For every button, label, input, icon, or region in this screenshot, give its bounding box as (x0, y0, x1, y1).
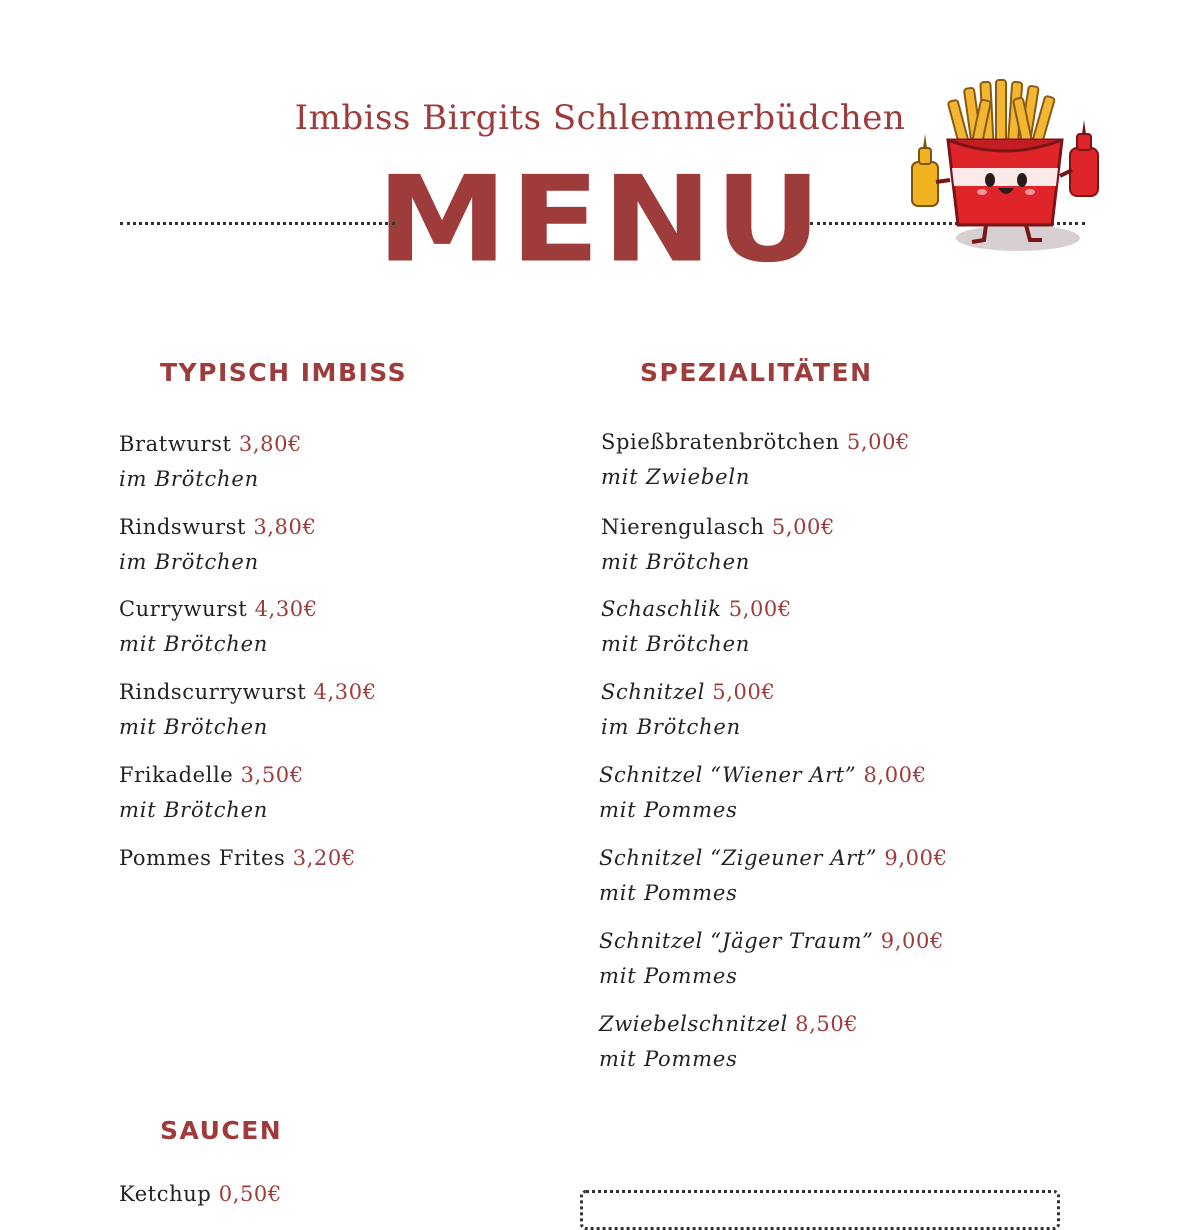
dotted-info-box (580, 1190, 1060, 1230)
menu-item (599, 844, 1059, 907)
item-price: 3,80€ (253, 515, 317, 539)
item-note: mit Brötchen (601, 632, 751, 656)
item-note: mit Brötchen (119, 715, 269, 739)
item-price: 3,20€ (292, 846, 356, 870)
item-name: Schnitzel “Zigeuner Art” (599, 846, 878, 870)
item-note: mit Pommes (599, 881, 738, 905)
menu-item (601, 428, 1061, 491)
item-price: 3,50€ (240, 763, 304, 787)
item-price: 8,00€ (863, 763, 927, 787)
item-note: im Brötchen (119, 467, 259, 491)
item-price: 5,00€ (728, 597, 792, 621)
section-heading-spezialitaeten: SPEZIALITÄTEN (640, 358, 873, 387)
item-price: 3,80€ (238, 432, 302, 456)
section-heading-typisch-imbiss: TYPISCH IMBISS (160, 358, 408, 387)
item-name: Schnitzel “Jäger Traum” (599, 929, 874, 953)
item-price: 5,00€ (846, 430, 911, 454)
item-price: 0,50€ (218, 1182, 282, 1206)
menu-item (601, 595, 1061, 658)
item-price: 8,50€ (795, 1012, 859, 1036)
restaurant-name: Imbiss Birgits Schlemmerbüdchen (294, 98, 906, 138)
menu-item (599, 927, 1059, 990)
item-name: Zwiebelschnitzel (599, 1012, 788, 1036)
item-note: mit Pommes (599, 798, 738, 822)
item-note: mit Pommes (599, 964, 738, 988)
menu-title: MENU (376, 150, 824, 290)
item-price: 5,00€ (712, 680, 776, 704)
menu-item (601, 678, 1061, 741)
item-price: 9,00€ (884, 846, 948, 870)
item-note: im Brötchen (119, 550, 259, 574)
item-name: Nierengulasch (601, 515, 765, 539)
menu-item (119, 430, 579, 493)
menu-item (119, 1180, 579, 1208)
menu-item (601, 513, 1061, 576)
item-note: mit Brötchen (601, 550, 751, 574)
item-note: mit Zwiebeln (601, 465, 751, 489)
item-name: Rindscurrywurst (119, 680, 307, 704)
menu-item (119, 761, 579, 824)
item-name: Schnitzel (601, 680, 705, 704)
item-name: Rindswurst (119, 515, 247, 539)
item-name: Spießbratenbrötchen (601, 430, 840, 454)
item-name: Schaschlik (601, 597, 722, 621)
item-price: 4,30€ (313, 680, 377, 704)
menu-item (119, 513, 579, 576)
menu-item (599, 1010, 1059, 1073)
item-note: mit Brötchen (119, 798, 269, 822)
item-note: im Brötchen (601, 715, 741, 739)
menu-item (119, 678, 579, 741)
item-price: 5,00€ (771, 515, 835, 539)
french-fries-mascot-icon (906, 70, 1106, 260)
section-heading-saucen: SAUCEN (160, 1116, 283, 1145)
item-name: Bratwurst (119, 432, 232, 456)
menu-item (599, 761, 1059, 824)
menu-item (119, 844, 579, 872)
item-name: Currywurst (119, 597, 248, 621)
item-note: mit Brötchen (119, 632, 269, 656)
item-price: 4,30€ (254, 597, 318, 621)
menu-item (119, 595, 579, 658)
item-name: Frikadelle (119, 763, 234, 787)
left-dotted-divider (120, 222, 395, 225)
item-price: 9,00€ (880, 929, 944, 953)
item-name: Ketchup (119, 1182, 212, 1206)
item-name: Schnitzel “Wiener Art” (599, 763, 857, 787)
item-note: mit Pommes (599, 1047, 738, 1071)
item-name: Pommes Frites (119, 846, 286, 870)
